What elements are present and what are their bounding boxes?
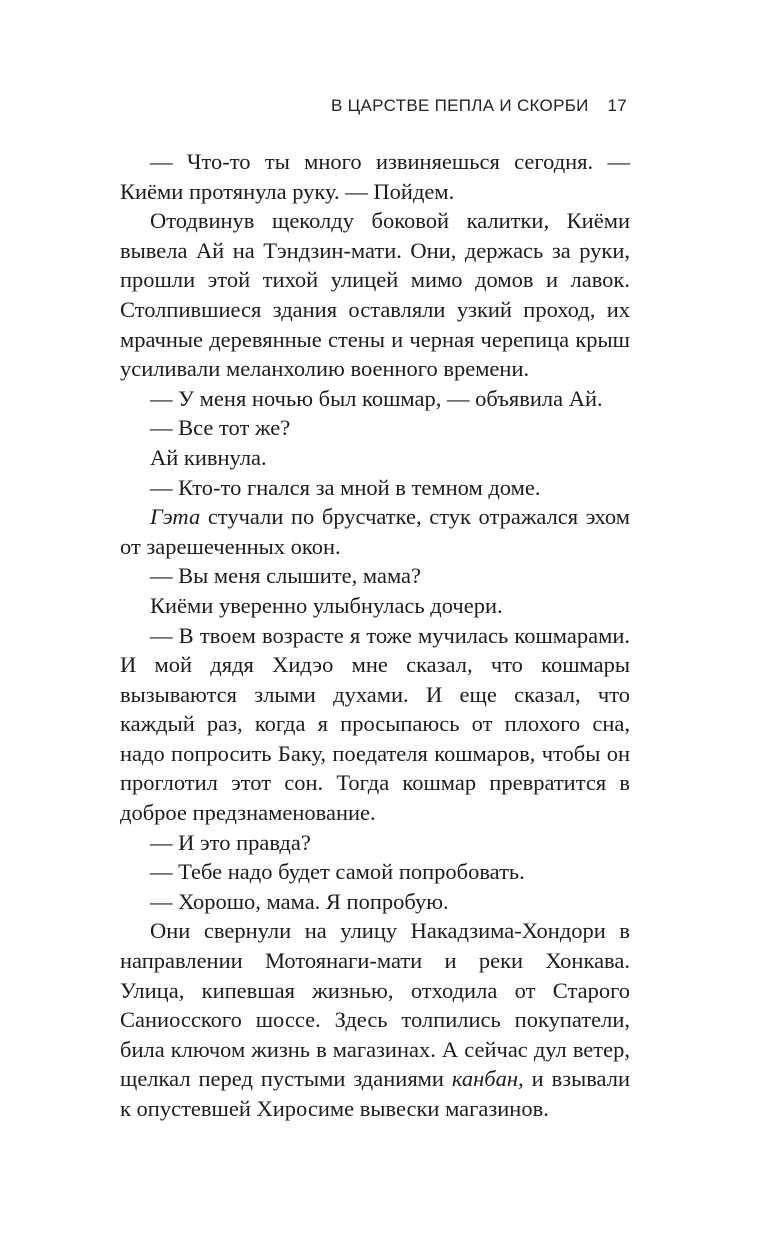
italic-term-geta: Гэта bbox=[150, 504, 201, 530]
paragraph-14-text: Они свернули на улицу Накадзима-Хондори в направлении Мотоянаги-мати и реки Хонкава. Улица, кипевшая жизнью, отходила от Старого Саниосского шоссе. Здесь толпились покупатели, била ключом жизнь в магазинах. А сейчас дул ветер, щелкал перед пустыми зданиями bbox=[120, 918, 630, 1092]
paragraph-10: — В твоем возрасте я тоже мучилась кошмарами. И мой дядя Хидэо мне сказал, что кошмары вызываются злыми духами. И еще сказал, что каждый раз, когда я просыпаюсь от плохого сна, надо попросить Баку, поедателя кошмаров, чтобы он проглотил этот сон. Тогда кошмар превратится в доброе предзнаменование. bbox=[120, 622, 630, 826]
running-title: В ЦАРСТВЕ ПЕПЛА И СКОРБИ bbox=[331, 96, 589, 115]
italic-term-kanban: канбан, bbox=[451, 1066, 524, 1092]
paragraph-7-text: стучали по брусчатке, стук отражался эхом от зарешеченных окон. bbox=[120, 504, 630, 559]
page-number: 17 bbox=[607, 96, 627, 115]
paragraph-13: — Хорошо, мама. Я попробую. bbox=[150, 888, 449, 914]
running-head bbox=[120, 94, 628, 122]
paragraph-14-text-after: и взывали к опустевшей Хиросиме вывески магазинов. bbox=[120, 1066, 630, 1121]
paragraph-6: — Кто-то гнался за мной в темном доме. bbox=[150, 474, 541, 500]
paragraph-7 bbox=[120, 502, 630, 561]
paragraph-8: — Вы меня слышите, мама? bbox=[150, 563, 422, 589]
paragraph-2: Отодвинув щеколду боковой калитки, Киёми вывела Ай на Тэндзин-мати. Они, держась за руки, прошли этой тихой улицей мимо домов и лавок. Столпившиеся здания оставляли узкий проход, их мрачные деревянные стены и черная черепица крыш усиливали меланхолию военного времени. bbox=[120, 208, 630, 382]
paragraph-11: — И это правда? bbox=[150, 829, 311, 855]
body-text bbox=[120, 147, 630, 1124]
paragraph-14 bbox=[120, 916, 630, 1123]
paragraph-1: — Что-то ты много извиняешься сегодня. — Киёми протянула руку. — Пойдем. bbox=[120, 149, 630, 204]
paragraph-12: — Тебе надо будет самой попробовать. bbox=[150, 859, 525, 885]
paragraph-5: Ай кивнула. bbox=[150, 444, 267, 470]
paragraph-9: Киёми уверенно улыбнулась дочери. bbox=[150, 592, 503, 618]
paragraph-4: — Все тот же? bbox=[150, 415, 291, 441]
paragraph-3: — У меня ночью был кошмар, — объявила Ай. bbox=[150, 385, 603, 411]
